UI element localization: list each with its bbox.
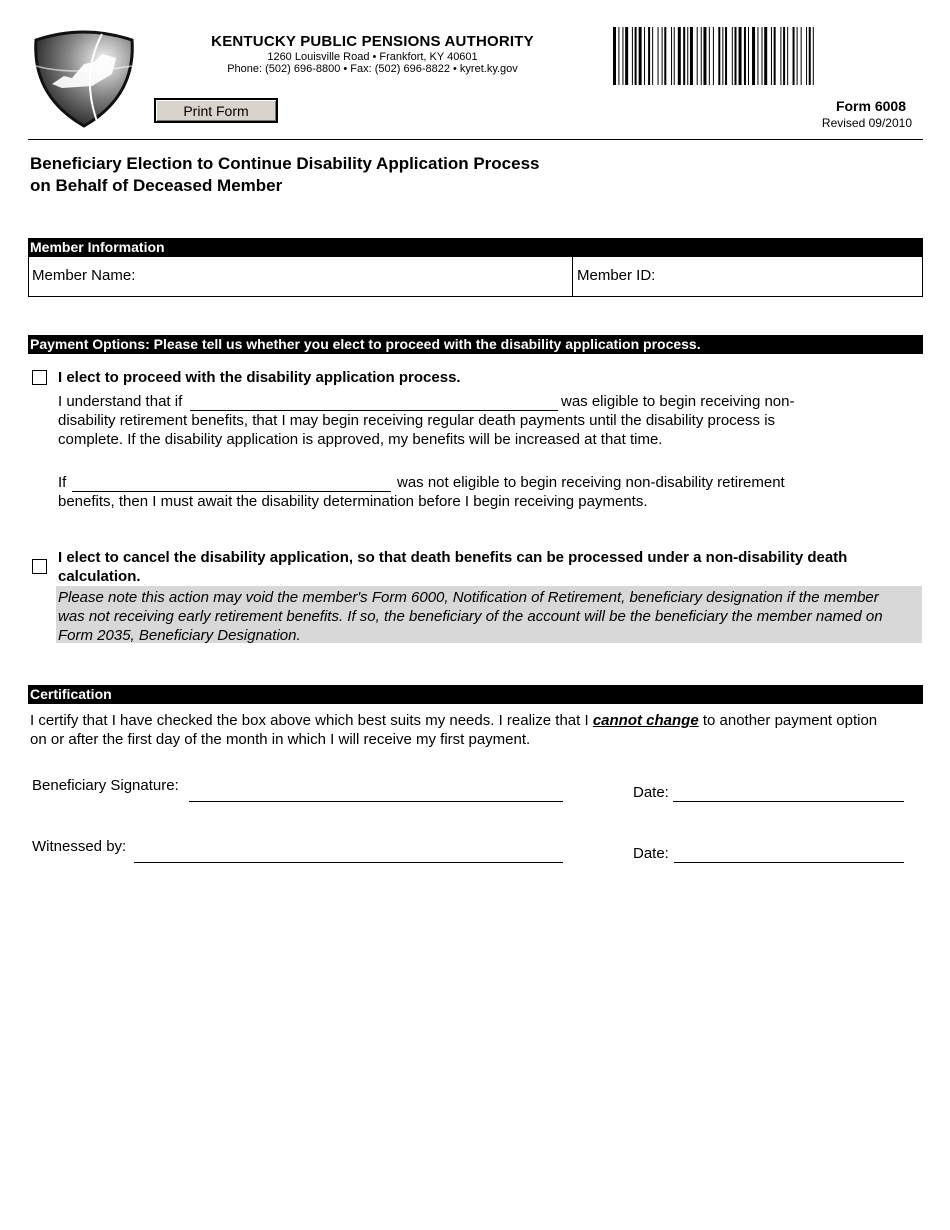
member-id-label: Member ID: (577, 267, 656, 284)
cancel-option-label-line-2: calculation. (58, 568, 141, 585)
barcode-bar (683, 27, 685, 85)
certification-text-line-1 (30, 711, 877, 730)
form-number: Form 6008 (835, 98, 906, 114)
barcode-bar (652, 27, 653, 85)
barcode-bar (632, 27, 633, 85)
member-id-field[interactable] (660, 260, 918, 294)
barcode-bar (703, 27, 706, 85)
barcode-bar (748, 27, 749, 85)
signature-date-line[interactable] (673, 801, 904, 802)
witness-label: Witnessed by: (32, 838, 127, 855)
barcode-bar (644, 27, 645, 85)
ineligible-text-end: was not eligible to begin receiving non-disability retirement (397, 474, 785, 491)
cancel-option-label-line-1: I elect to cancel the disability application, so that death benefits can be processed under a non-disability death (58, 549, 848, 566)
barcode-bar (722, 27, 723, 85)
barcode-bar (752, 27, 755, 85)
org-name: KENTUCKY PUBLIC PENSIONS AUTHORITY (211, 33, 534, 50)
barcode-bar (678, 27, 681, 85)
barcode-bar (725, 27, 727, 85)
barcode-bar (701, 27, 702, 85)
page-title (30, 153, 539, 197)
ineligible-text-start: If (58, 474, 67, 491)
certification-text-end: to another payment option (702, 712, 878, 729)
witness-signature-line[interactable] (134, 862, 563, 863)
barcode-bar (697, 27, 698, 85)
certification-text-start: I certify that I have checked the box above which best suits my needs. I realize that I (30, 712, 589, 729)
barcode (613, 27, 923, 85)
witness-date-line[interactable] (674, 862, 904, 863)
member-name-label: Member Name: (32, 267, 136, 284)
proceed-text-start: I understand that if (58, 393, 183, 410)
barcode-bar (622, 27, 623, 85)
barcode-bar (774, 27, 776, 85)
barcode-bar (764, 27, 767, 85)
barcode-bar (801, 27, 802, 85)
barcode-bar (713, 27, 714, 85)
header-divider (28, 139, 923, 140)
beneficiary-signature-label: Beneficiary Signature: (32, 777, 179, 794)
barcode-bar (809, 27, 811, 85)
org-address: 1260 Louisville Road • Frankfort, KY 40601 (267, 51, 478, 63)
barcode-bar (797, 27, 798, 85)
barcode-bar (625, 27, 628, 85)
note-line-1: Please note this action may void the member's Form 6000, Notification of Retirement, beneficiary designation if the member (58, 589, 879, 606)
barcode-bar (735, 27, 737, 85)
certification-heading: Certification (28, 685, 923, 704)
member-info-heading: Member Information (28, 238, 923, 257)
barcode-bar (813, 27, 814, 85)
form-revised-date: Revised 09/2010 (821, 116, 912, 130)
print-form-button[interactable]: Print Form (154, 98, 278, 123)
note-line-3: Form 2035, Beneficiary Designation. (58, 627, 301, 644)
barcode-bar (744, 27, 746, 85)
payment-options-heading: Payment Options: Please tell us whether you elect to proceed with the disability application process. (28, 335, 923, 354)
barcode-bar (780, 27, 781, 85)
barcode-bar (635, 27, 637, 85)
barcode-bar (662, 27, 663, 85)
title-line-2: on Behalf of Deceased Member (30, 176, 283, 195)
member-name-field[interactable] (140, 260, 568, 294)
barcode-bar (687, 27, 688, 85)
witness-date-label: Date: (633, 845, 669, 862)
barcode-bar (664, 27, 666, 85)
barcode-bar (732, 27, 733, 85)
barcode-bar (793, 27, 795, 85)
barcode-bar (739, 27, 742, 85)
barcode-bar (671, 27, 672, 85)
barcode-bar (757, 27, 758, 85)
barcode-bar (762, 27, 763, 85)
cannot-change-emphasis: cannot change (592, 712, 699, 729)
barcode-bar (648, 27, 650, 85)
kentucky-shield-logo (32, 26, 136, 128)
proceed-text-line-3: complete. If the disability application is approved, my benefits will be increased at that time. (58, 431, 663, 448)
proceed-text-line-2: disability retirement benefits, that I may begin receiving regular death payments until the disability process is (58, 412, 776, 429)
barcode-bar (658, 27, 659, 85)
barcode-bar (806, 27, 807, 85)
beneficiary-signature-line[interactable] (189, 801, 563, 802)
barcode-bar (783, 27, 785, 85)
member-info-divider (572, 257, 573, 297)
title-line-1: Beneficiary Election to Continue Disability Application Process (30, 154, 540, 173)
barcode-bar (618, 27, 619, 85)
barcode-bar (639, 27, 642, 85)
barcode-bar (718, 27, 720, 85)
barcode-bar (787, 27, 788, 85)
barcode-bar (709, 27, 710, 85)
signature-date-label: Date: (633, 784, 669, 801)
cancel-note (56, 586, 922, 643)
cancel-checkbox[interactable] (32, 559, 47, 574)
ineligible-text-line-2: benefits, then I must await the disability determination before I begin receiving payments. (58, 493, 648, 510)
barcode-bar (613, 27, 616, 85)
proceed-checkbox[interactable] (32, 370, 47, 385)
note-line-2: was not receiving early retirement benefits. If so, the beneficiary of the account will be the beneficiary the member named on (58, 608, 883, 625)
barcode-bar (674, 27, 675, 85)
barcode-bar (690, 27, 693, 85)
org-contact: Phone: (502) 696-8800 • Fax: (502) 696-8822 • kyret.ky.gov (227, 63, 518, 75)
certification-text-line-2: on or after the first day of the month in which I will receive my first payment. (30, 731, 531, 748)
proceed-text-end: was eligible to begin receiving non- (561, 393, 795, 410)
proceed-option-label: I elect to proceed with the disability application process. (58, 369, 461, 386)
barcode-bar (771, 27, 772, 85)
